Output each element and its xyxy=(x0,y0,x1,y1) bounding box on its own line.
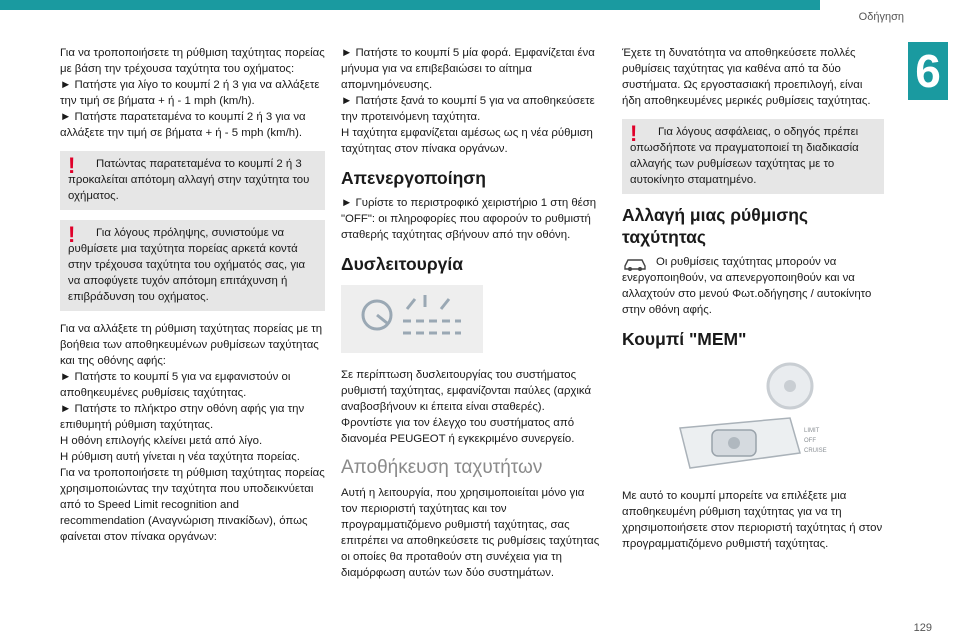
cruise-control-stalk-illustration xyxy=(670,358,850,478)
paragraph: Με αυτό το κουμπί μπορείτε να επιλέξετε μια αποθηκευμένη ρύθμιση ταχύτητας για να τη χρησιμοποιήσετε στον περιοριστή ταχύτητας ή στον προγραμματιζόμενο ρυθμιστή ταχύτητας. xyxy=(622,490,883,550)
warning-note xyxy=(60,151,325,210)
info-line xyxy=(622,254,884,318)
paragraph: Φροντίστε για τον έλεγχο του συστήματος από διανομέα PEUGEOT ή εγκεκριμένο συνεργείο. xyxy=(341,417,575,445)
warning-icon: ! xyxy=(630,121,638,146)
column-3 xyxy=(622,45,884,552)
heading-speed-storage: Αποθήκευση ταχυτήτων xyxy=(341,457,543,478)
note-text: Πατώντας παρατεταμένα το κουμπί 2 ή 3 προκαλείται απότομη αλλαγή στην ταχύτητα του οχήματος. xyxy=(68,158,310,202)
bullet-item: ► Πατήστε το πλήκτρο στην οθόνη αφής για την επιθυμητή ρύθμιση ταχύτητας. xyxy=(60,403,305,431)
paragraph: Σε περίπτωση δυσλειτουργίας του συστήματος ρυθμιστή ταχύτητας, εμφανίζονται παύλες (αρχικά αναβοσβήνουν κι έπειτα είναι σταθερές). xyxy=(341,369,592,413)
note-text: Για λόγους πρόληψης, συνιστούμε να ρυθμίσετε μια ταχύτητα πορείας αρκετά κοντά στην τρέχουσα ταχύτητα του οχήματός σας, για να αποφύγετε τυχόν απότομη επιτάχυνση ή επιβράδυνση του οχήματος. xyxy=(68,227,306,303)
bullet-item: ► Γυρίστε το περιστροφικό χειριστήριο 1 στη θέση "OFF": οι πληροφορίες που αφορούν το ρυθμιστή σταθερής ταχύτητας σβήνουν από την οθόνη. xyxy=(341,197,597,241)
paragraph: Η οθόνη επιλογής κλείνει μετά από λίγο. xyxy=(60,435,263,447)
column-1 xyxy=(60,45,325,545)
bullet-item: ► Πατήστε ξανά το κουμπί 5 για να αποθηκεύσετε την προτεινόμενη ταχύτητα. xyxy=(341,95,595,123)
paragraph: Για να τροποποιήσετε τη ρύθμιση ταχύτητας πορείας με βάση την τρέχουσα ταχύτητα του οχήματος: xyxy=(60,47,325,75)
paragraph: Η ταχύτητα εμφανίζεται αμέσως ως η νέα ρύθμιση ταχύτητας στον πίνακα οργάνων. xyxy=(341,127,593,155)
paragraph: Αυτή η λειτουργία, που χρησιμοποιείται μόνο για τον περιοριστή ταχύτητας και τον προγραμματιζόμενο ρυθμιστή ταχύτητας, σας επιτρέπει να αποθηκεύσετε τις ρυθμίσεις ταχύτητας οι οποίες θα προταθούν στη συνέχεια για τη διαμόρφωση αυτών των δύο συστημάτων. xyxy=(341,487,600,579)
column-2 xyxy=(341,45,603,581)
speedometer-dashes-icon xyxy=(341,285,483,353)
warning-note xyxy=(60,220,325,311)
note-text: Για λόγους ασφάλειας, ο οδηγός πρέπει οπωσδήποτε να πραγματοποιεί τη διαδικασία αλλαγής των ρυθμίσεων ταχύτητας με το αυτοκίνητο σταματημένο. xyxy=(630,126,859,186)
warning-icon: ! xyxy=(68,222,76,247)
malfunction-illustration xyxy=(341,285,483,353)
bullet-item: ► Πατήστε το κουμπί 5 μία φορά. Εμφανίζεται ένα μήνυμα για να επιβεβαιώσει το αίτημα απομνημόνευσης. xyxy=(341,47,595,91)
heading-mem-button: Κουμπί "MEM" xyxy=(622,329,747,349)
bullet-item: ► Πατήστε το κουμπί 5 για να εμφανιστούν οι αποθηκευμένες ρυθμίσεις ταχύτητας. xyxy=(60,371,291,399)
car-icon xyxy=(622,256,648,272)
heading-malfunction: Δυσλειτουργία xyxy=(341,254,464,274)
mem-button-icon xyxy=(728,437,740,449)
bullet-item: ► Πατήστε παρατεταμένα το κουμπί 2 ή 3 για να αλλάξετε την τιμή σε βήματα + ή - 5 mph (km/h). xyxy=(60,111,306,139)
paragraph: Οι ρυθμίσεις ταχύτητας μπορούν να ενεργοποιηθούν, να απενεργοποιηθούν και να αλλαχτούν στο μενού Φωτ.οδήγησης / αυτοκίνητο στην οθόνη αφής. xyxy=(622,256,872,316)
warning-icon: ! xyxy=(68,153,76,178)
heading-deactivation: Απενεργοποίηση xyxy=(341,168,486,188)
paragraph: Έχετε τη δυνατότητα να αποθηκεύσετε πολλές ρυθμίσεις ταχύτητας για καθένα από τα δύο συστήματα. Ως εργοστασιακή προεπιλογή, είναι ήδη αποθηκευμένες μερικές ρυθμίσεις ταχύτητας. xyxy=(622,47,871,107)
paragraph: Η ρύθμιση αυτή γίνεται η νέα ταχύτητα πορείας. xyxy=(60,451,300,463)
stalk-label: CRUISE xyxy=(804,448,827,454)
page-number: 129 xyxy=(913,622,932,634)
bullet-item: ► Πατήστε για λίγο το κουμπί 2 ή 3 για να αλλάξετε την τιμή σε βήματα + ή - 1 mph (km/h). xyxy=(60,79,320,107)
stalk-label: OFF xyxy=(804,438,816,444)
header-bar xyxy=(0,0,820,10)
stalk-label: LIMIT xyxy=(804,428,820,434)
paragraph: Για να τροποποιήσετε τη ρύθμιση ταχύτητας πορείας χρησιμοποιώντας την ταχύτητα που υποδεικνύεται από το Speed Limit recognition and recommendation (Αναγνώριση πινακίδων), όπως φαίνεται στον πίνακα οργάνων: xyxy=(60,467,325,543)
paragraph: Για να αλλάξετε τη ρύθμιση ταχύτητας πορείας με τη βοήθεια των αποθηκευμένων ρυθμίσεων ταχύτητας και της οθόνης αφής: xyxy=(60,323,323,367)
chapter-tab: 6 xyxy=(908,42,948,100)
warning-note xyxy=(622,119,884,194)
heading-change-speed-setting: Αλλαγή μιας ρύθμισης ταχύτητας xyxy=(622,205,809,247)
section-title: Οδήγηση xyxy=(858,11,904,23)
